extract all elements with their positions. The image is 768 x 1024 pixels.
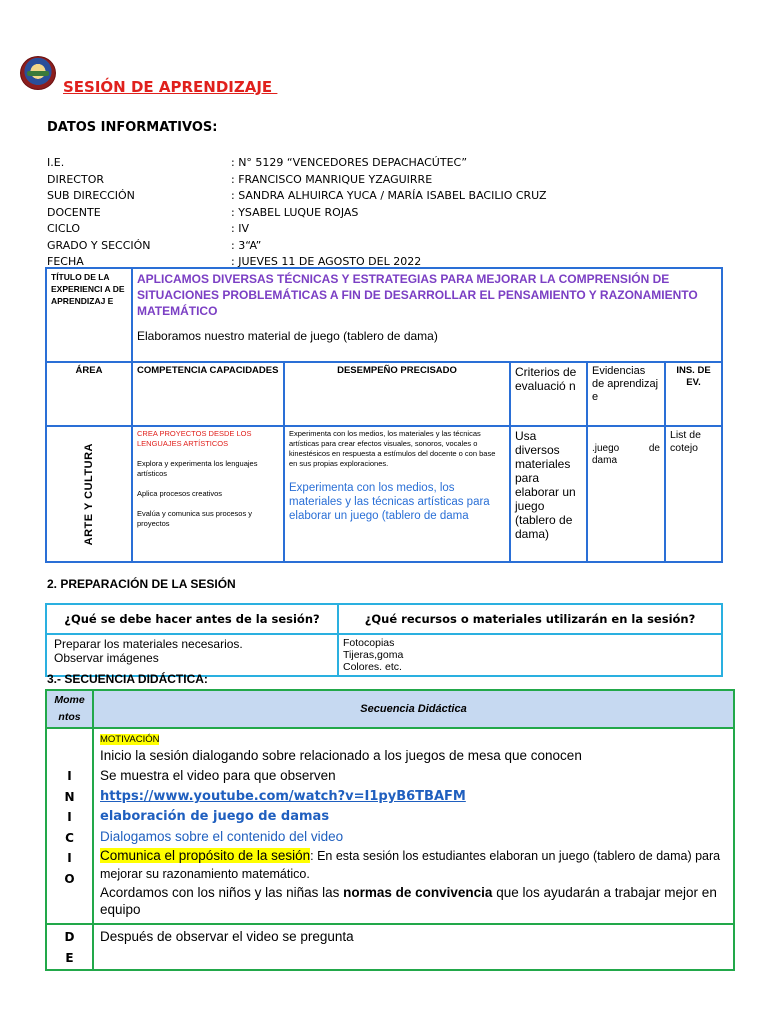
- motivacion-label: MOTIVACIÓN: [100, 734, 160, 745]
- desarrollo-moment: [46, 924, 93, 970]
- inicio-letter-6: O: [64, 871, 75, 886]
- video-title: elaboración de juego de damas: [100, 809, 330, 824]
- inicio-line-3: Dialogamos sobre el contenido del video: [100, 829, 344, 844]
- preparacion-item-1: Preparar los materiales necesarios.: [54, 637, 243, 651]
- inicio-moment: [46, 728, 93, 924]
- datos-heading: DATOS INFORMATIVOS:: [47, 120, 218, 135]
- header-desempeno: DESEMPEÑO PRECISADO: [284, 362, 510, 426]
- info-label-ciclo: CICLO: [47, 222, 80, 235]
- desempeno-precisado: Experimenta con los medios, los materiales y las técnicas artísticas para elaborar un juego (tablero de dama: [289, 482, 490, 522]
- info-label-director: DIRECTOR: [47, 172, 105, 186]
- info-label-grado: GRADO Y SECCIÓN: [47, 238, 151, 252]
- school-logo: [20, 56, 56, 90]
- info-value-subdireccion: : SANDRA ALHUIRCA YUCA / MARÍA ISABEL BACILIO CRUZ: [231, 189, 547, 202]
- area-name: ARTE Y CULTURA: [83, 442, 95, 546]
- page-title: SESIÓN DE APRENDIZAJE: [63, 78, 278, 96]
- recurso-item-2: Tijeras,goma: [343, 649, 404, 661]
- info-label-ie: I.E.: [47, 156, 65, 169]
- inicio-letter-3: I: [67, 810, 72, 824]
- capacidad-1: Explora y experimenta los lenguajes artísticos: [137, 459, 258, 478]
- secuencia-table: [45, 689, 735, 971]
- recurso-item-1: Fotocopias: [343, 637, 395, 649]
- inicio-letter-4: C: [65, 830, 74, 845]
- info-label-subdireccion: SUB DIRECCIÓN: [47, 189, 135, 202]
- preparacion-item-2: Observar imágenes: [54, 651, 159, 665]
- info-value-fecha: : JUEVES 11 DE AGOSTO DEL 2022: [231, 255, 422, 268]
- inicio-line-1: Inicio la sesión dialogando sobre relacionado a los juegos de mesa que conocen: [100, 748, 582, 763]
- video-link[interactable]: https://www.youtube.com/watch?v=I1pyB6TBAFM: [100, 789, 466, 804]
- capacidad-3: Evalúa y comunica sus procesos y proyectos: [137, 509, 253, 528]
- info-value-docente: : YSABEL LUQUE ROJAS: [231, 205, 359, 219]
- preparacion-col2-header: ¿Qué recursos o materiales utilizarán en la sesión?: [338, 604, 722, 634]
- header-ins: INS. DE EV.: [665, 362, 722, 426]
- header-area: ÁREA: [46, 362, 132, 426]
- header-competencia: COMPETENCIA CAPACIDADES: [132, 362, 284, 426]
- desarrollo-content: Después de observar el video se pregunta: [93, 924, 734, 970]
- instrumento-cell: List de cotejo: [665, 426, 722, 562]
- header-evidencias: Evidencias de aprendizaj e: [587, 362, 665, 426]
- desarrollo-letter-1: D: [64, 930, 75, 944]
- info-value-ie: : N° 5129 “VENCEDORES DEPACHACÚTEC”: [231, 156, 468, 169]
- experience-label: TÍTULO DE LA EXPERIENCI A DE APRENDIZAJ E: [46, 268, 132, 362]
- desempeno-cell: [284, 426, 510, 562]
- desempeno-text: Experimenta con los medios, los materiales y las técnicas artísticas para crear efectos visuales, sonoros, vocales o kinestésicos en respuesta a estímulos del docente o con base en sus propias exploraciones.: [289, 429, 496, 468]
- header-criterios: Criterios de evaluació n: [510, 362, 587, 426]
- preparacion-col1-header: ¿Qué se debe hacer antes de la sesión?: [46, 604, 338, 634]
- info-value-director: : FRANCISCO MANRIQUE YZAGUIRRE: [231, 172, 433, 186]
- proposito-label: Comunica el propósito de la sesión: [100, 848, 311, 863]
- proposito-paragraph: [100, 847, 727, 883]
- desarrollo-letter-2: E: [65, 950, 74, 965]
- inicio-letter-2: N: [64, 789, 75, 804]
- acuerdos-post: que los ayudarán a trabajar mejor en equipo: [100, 885, 717, 917]
- preparacion-table: [45, 603, 723, 677]
- momentos-header: Mome ntos: [46, 690, 93, 728]
- capacidad-2: Aplica procesos creativos: [137, 489, 223, 498]
- preparacion-col1-cell: [46, 634, 338, 676]
- proposito-text: : En esta sesión los estudiantes elaboran un juego (tablero de dama) para mejorar su razonamiento matemático.: [100, 849, 721, 881]
- evidencia-cell: .juego de dama: [587, 426, 665, 562]
- competencia-title: CREA PROYECTOS DESDE LOS LENGUAJES ARTÍSTICOS: [137, 429, 252, 448]
- planning-table: [45, 267, 723, 563]
- recurso-item-3: Colores. etc.: [343, 661, 402, 673]
- experience-cell: [132, 268, 722, 362]
- acuerdos-pre: Acordamos con los niños y las niñas las: [100, 885, 344, 900]
- competencia-cell: [132, 426, 284, 562]
- experience-title: APLICAMOS DIVERSAS TÉCNICAS Y ESTRATEGIAS PARA MEJORAR LA COMPRENSIÓN DE SITUACIONES PROBLEMÁTICAS A FIN DE DESARROLLAR EL PENSAMIENTO Y RAZONAMIENTO MATEMÁTICO: [137, 272, 698, 318]
- inicio-content: [93, 728, 734, 924]
- preparacion-col2-cell: [338, 634, 722, 676]
- preparacion-heading: 2. PREPARACIÓN DE LA SESIÓN: [47, 577, 236, 591]
- acuerdos-bold: normas de convivencia: [343, 885, 493, 900]
- criterio-cell: Usa diversos materiales para elaborar un juego (tablero de dama): [510, 426, 587, 562]
- inicio-letter-5: I: [67, 851, 72, 865]
- experience-subtitle: Elaboramos nuestro material de juego (tablero de dama): [137, 329, 438, 343]
- inicio-letter-1: I: [67, 769, 72, 783]
- info-label-docente: DOCENTE: [47, 205, 101, 219]
- info-value-ciclo: : IV: [231, 222, 249, 235]
- info-label-fecha: FECHA: [47, 255, 84, 268]
- inicio-line-2: Se muestra el video para que observen: [100, 768, 336, 783]
- area-cell: [46, 426, 132, 562]
- secuencia-header: Secuencia Didáctica: [93, 690, 734, 728]
- info-value-grado: : 3“A”: [231, 238, 262, 252]
- secuencia-heading: 3.- SECUENCIA DIDÁCTICA:: [47, 672, 208, 686]
- acuerdos-paragraph: [100, 884, 727, 918]
